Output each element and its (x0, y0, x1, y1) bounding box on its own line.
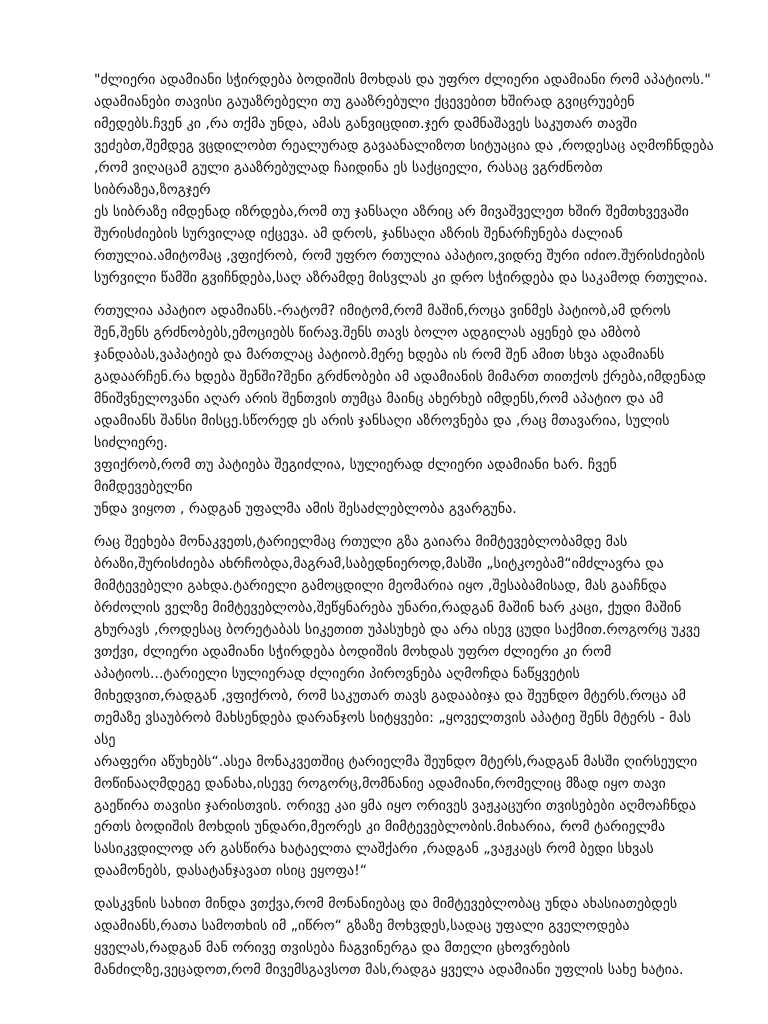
paragraph-tariel: რაც შეეხება მონაკვეთს,ტარიელმაც რთული გზა გაიარა მიმტევებლობამდე მას ბრაზი,შურისძიება ახრჩობდა,მაგრამ,საბედნიეროდ,მასში „სიტკოებამ“იმძლავრა და მიმტევებელი გახდა.ტარიელი გამოცდილი მეომარია იყო ,შესაბამისად, მას გააჩნდა ბრძოლის ველზე მიმტევებლობა,შეწყნარება უნარი,რადგან მაშინ ხარ კაცი, ქუდი მაშინ გხურავს ,როდესაც ბორეტაბას სიკეთით უპასუხებ და არა ისევ ცუდი საქმით.როგორც უკვე ვთქვი, ძლიერი ადამიანი სჭირდება ბოდიშის მოხდას უფრო ძლიერი კი რომ აპატიოს...ტარიელი სულიერად ძლიერი პიროვნება აღმოჩდა ნაწყვეტის მიხედვით,რადგან ,ვფიქრობ, რომ საკუთარ თავს გადააბიჯა და შეუნდო მტერს.როცა ამ თემაზე ვსაუბრობ მახსენდება დარანჯოს სიტყვები: „ყოველთვის აპატიე შენს მტერს - მას ასე არაფერი აწუხებს“.ასეა მონაკვეთშიც ტარიელმა შეუნდო მტერს,რადგან მასში ღირსეული მოწინააღმდეგე დანახა,ისევე როგორც,მომნანიე ადამიანი,რომელიც მზად იყო თავი გაეწირა თავისი ჯარისთვის. ორივე კაი ყმა იყო ორივეს ვაჟკაცური თვისებები აღმოაჩნდა ერთს ბოდიშის მოხდის უნდარი,მეორეს კი მიმტევებლობის.მიხარია, რომ ტარიელმა სასიკვდილოდ არ გასწირა ხატაელთა ლაშქარი ,რადგან „ვაჟკაცს რომ ბედი სხვას დაამონებს, დასატანჯავათ ისიც ეყოფა!“ (94, 533, 701, 880)
paragraph-intro: "ძლიერი ადამიანი სჭირდება ბოდიშის მოხდას და უფრო ძლიერი ადამიანი რომ აპატიოს." ადამიანები თავისი გაუაზრებელი თუ გააზრებული ქცევებით ხშირად გვიცრუებენ იმედებს.ჩვენ კი ,რა თქმა უნდა, ამას განვიცდით.ჯერ დამნაშავეს საკუთარ თავში ვეძებთ,შემდეგ ვცდილობთ რეალურად გავაანალიზოთ სიტუაცია და ,როდესაც აღმოჩნდება ,რომ ვიღაცამ გული გააზრებულად ჩაიდინა ეს საქციელი, რასაც ვგრძნობთ სიბრაზეა,ზოგჯერ ეს სიბრაზე იმდენად იზრდება,რომ თუ ჯანსაღი აზრიც არ მივაშველეთ ხშირ შემთხვევაში შურისძიების სურვილად იქცევა. ამ დროს, ჯანსაღი აზრის შენარჩუნება ძალიან რთულია.ამიტომაც ,ვფიქრობ, რომ უფრო რთულია აპატიო,ვიდრე შური იძიო.შურისძიების სურვილი წამში გვიჩნდება,საღ აზრამდე მისვლას კი დრო სჭირდება და საკამოდ რთულია. (94, 72, 714, 286)
paragraph-gap (94, 883, 716, 894)
paragraph-gap (94, 521, 716, 532)
paragraph-gap (94, 290, 716, 301)
document-body (94, 70, 716, 982)
paragraph-conclusion: დასკვნის სახით მინდა ვთქვა,რომ მონანიებაც და მიმტევებლობაც უნდა ახასიათებდეს ადამიანს,რათა სამოთხის იმ „იწრო“ გზაზე მოხვდეს,სადაც უფალი გველოდება ყველას,რადგან მან ორივე თვისება ჩაგვინერგა და მთელი ცხოვრების მანძილზე,ვეცადოთ,რომ მივემსგავსოთ მას,რადგა ყველა ადამიანი უფლის სახე ხატია. (94, 896, 684, 979)
paragraph-forgiveness: რთულია აპატიო ადამიანს.-რატომ? იმიტომ,რომ მაშინ,როცა ვინმეს პატიობ,ამ დროს შენ,შენს გრძნობებს,ემოციებს წირავ.შენს თავს ბოლო ადგილას აყენებ და ამბობ ჯანდაბას,ვაპატიებ და მართლაც პატიობ.მერე ხდება ის რომ შენ ამით სხვა ადამიანს გადაარჩენ.რა ხდება შენში?შენი გრძნობები ამ ადამიანის მიმართ თითქოს ქრება,იმდენად მნიშვნელოვანი აღარ არის შენთვის თუმცა მაინც ახერხებ იმდენს,რომ აპატიო და ამ ადამიანს შანსი მისცე.სწორედ ეს არის ჯანსაღი აზროვნება და ,რაც მთავარია, სულის სიძლიერე. ვფიქრობ,რომ თუ პატიება შეგიძლია, სულიერად ძლიერი ადამიანი ხარ. ჩვენ მიმდევებელნი უნდა ვიყოთ , რადგან უფალმა ამის შესაძლებლობა გვარგუნა. (94, 302, 706, 517)
